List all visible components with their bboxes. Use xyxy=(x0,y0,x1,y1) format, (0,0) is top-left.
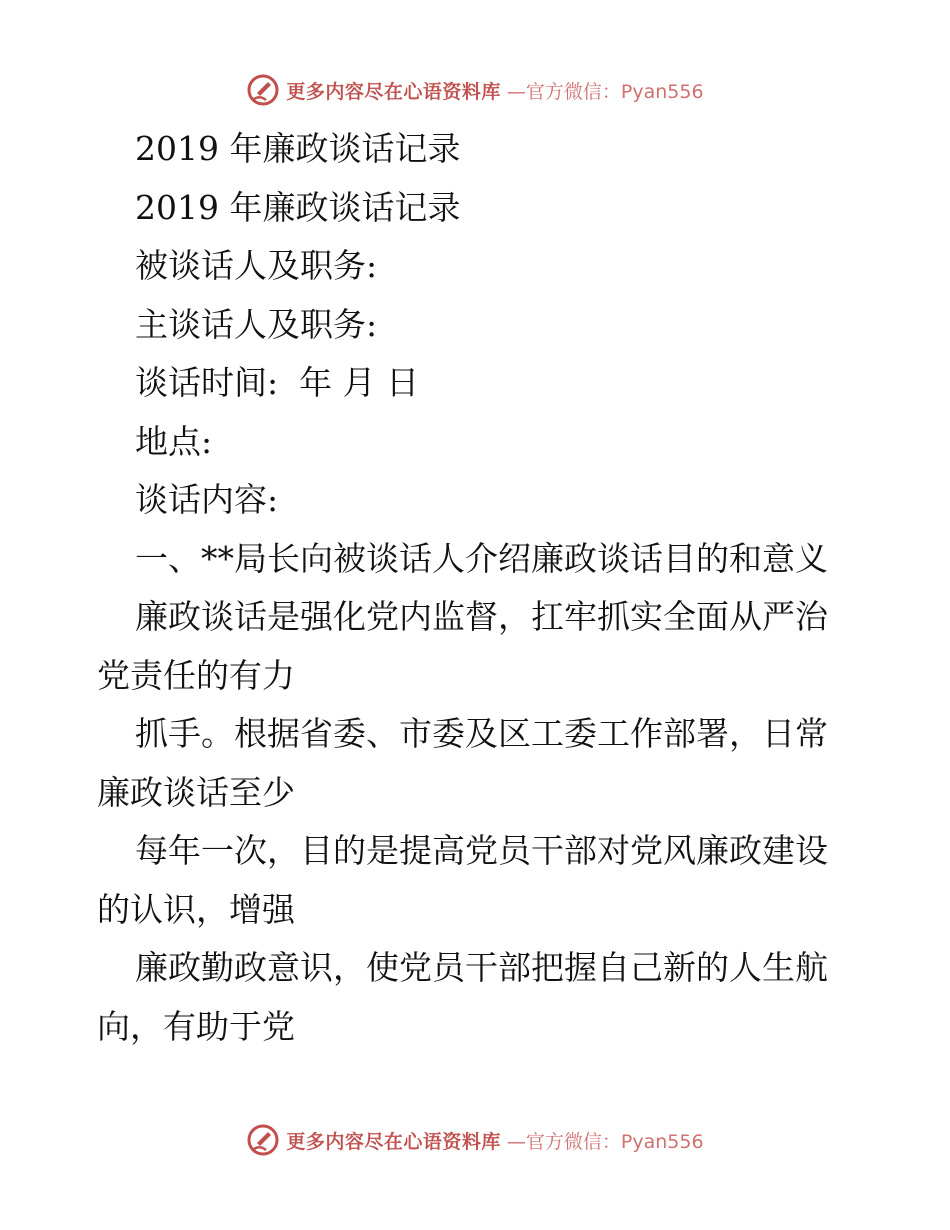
banner-sub-text: —官方微信：Pyan556 xyxy=(506,80,704,103)
interviewee-field: 被谈话人及职务: xyxy=(135,246,378,285)
section-heading: 一、**局长向被谈话人介绍廉政谈话目的和意义 xyxy=(135,538,828,578)
interviewer-field: 主谈话人及职务: xyxy=(135,304,378,344)
content-label: 谈话内容: xyxy=(135,480,279,519)
header-watermark-banner xyxy=(0,70,950,110)
banner-sub-text: —官方微信：Pyan556 xyxy=(506,1130,704,1153)
paragraph: 抓手。根据省委、市委及区工委工作部署，日常廉政谈话至少 xyxy=(97,714,828,812)
paragraph: 廉政谈话是强化党内监督，扛牢抓实全面从严治党责任的有力 xyxy=(97,597,828,695)
banner-main-text: 更多内容尽在心语资料库 xyxy=(286,1130,501,1153)
location-field: 地点: xyxy=(135,421,213,461)
document-subtitle: 2019 年廉政谈话记录 xyxy=(135,187,461,227)
time-field: 谈话时间: 年 月 日 xyxy=(135,363,420,402)
document-body xyxy=(97,120,857,1056)
logo-icon xyxy=(246,1123,280,1157)
paragraph: 廉政勤政意识，使党员干部把握自己新的人生航向，有助于党 xyxy=(97,948,828,1046)
footer-watermark-banner xyxy=(0,1120,950,1160)
paragraph: 每年一次，目的是提高党员干部对党风廉政建设的认识，增强 xyxy=(97,831,828,929)
document-title: 2019 年廉政谈话记录 xyxy=(135,129,461,168)
banner-main-text: 更多内容尽在心语资料库 xyxy=(286,80,501,103)
logo-icon xyxy=(246,73,280,107)
